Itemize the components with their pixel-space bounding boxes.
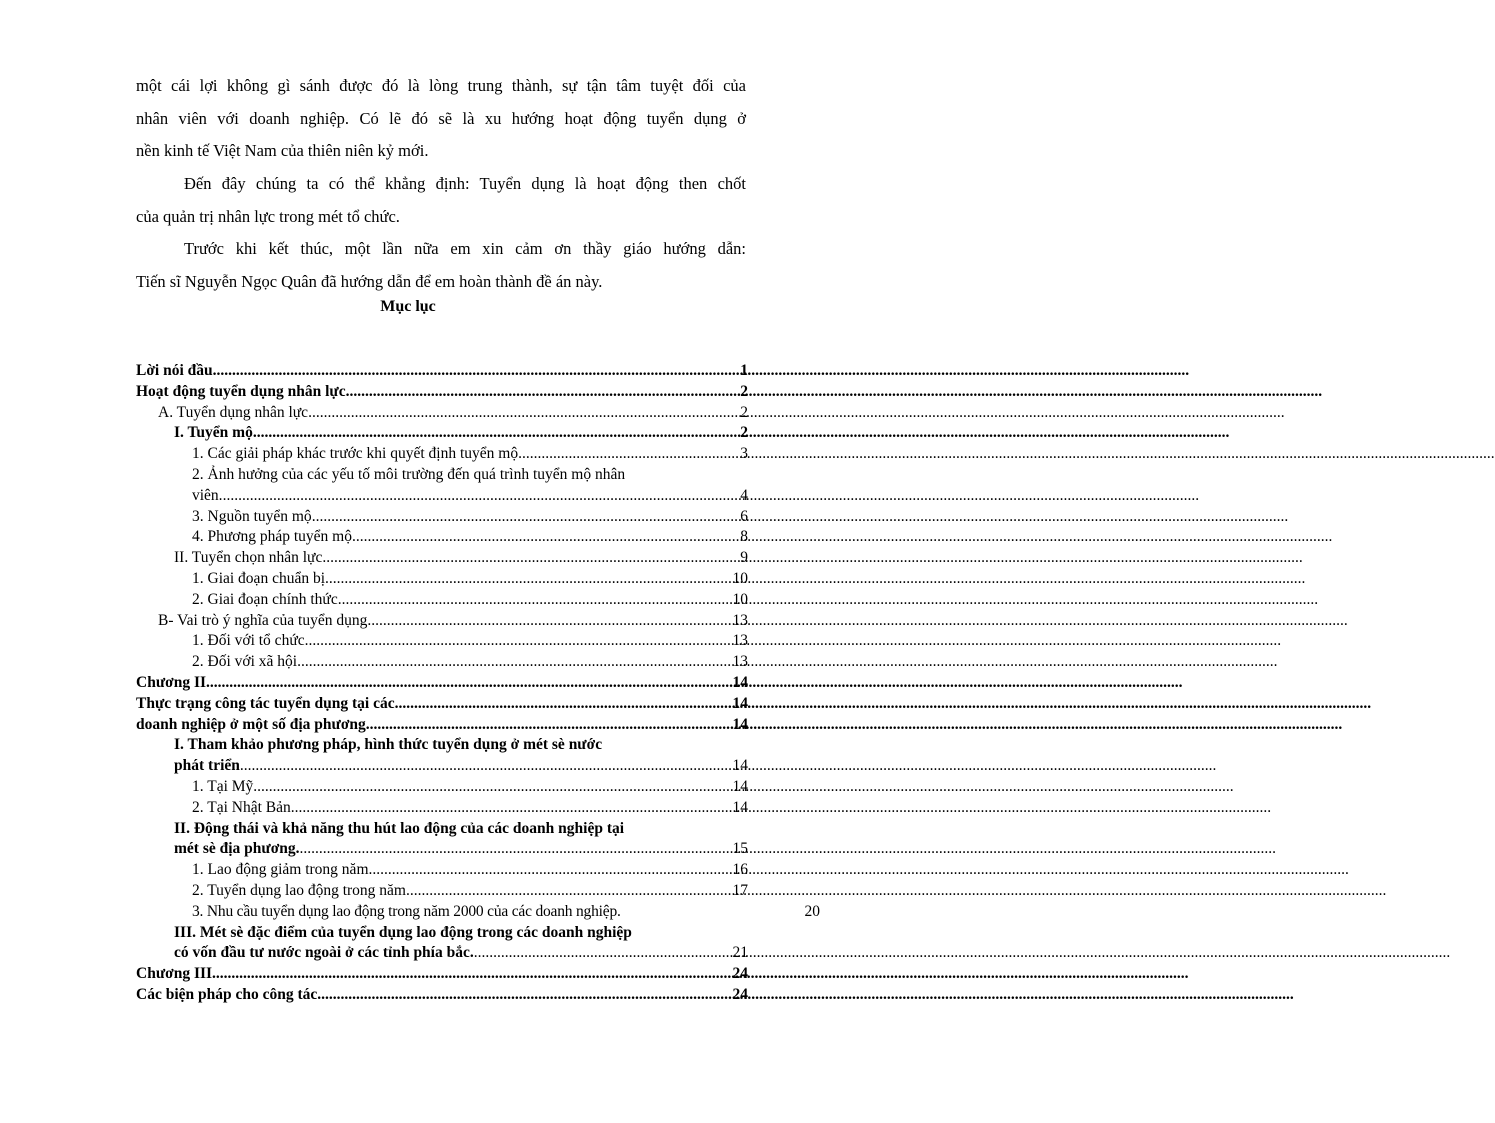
toc-entry-title: Hoạt động tuyển dụng nhân lực — [136, 382, 346, 400]
toc-entry[interactable] — [136, 964, 748, 985]
toc-entry[interactable] — [136, 527, 748, 548]
dot-leader — [253, 423, 740, 444]
dot-leader — [329, 569, 733, 590]
toc-entry-continued[interactable] — [136, 486, 748, 507]
toc-entry-title: A. Tuyển dụng nhân lực — [158, 403, 309, 421]
toc-entry[interactable] — [136, 361, 748, 382]
text-line: Đến đây chúng ta có thể khẳng định: Tuyển dụng là hoạt động then chốt — [184, 174, 746, 193]
toc-entry-page: 21 — [732, 944, 748, 962]
paragraph-closing-1 — [136, 70, 746, 168]
dot-leader — [212, 964, 732, 985]
toc-entry-continued[interactable] — [136, 839, 748, 860]
toc-entry[interactable] — [136, 444, 748, 465]
dot-leader — [395, 694, 733, 715]
toc-entry[interactable] — [136, 902, 820, 923]
dot-leader — [213, 361, 741, 382]
toc-entry-page: 13 — [732, 632, 748, 650]
toc-entry-page: 2 — [740, 403, 748, 421]
dot-leader — [223, 486, 741, 507]
dot-leader — [371, 611, 732, 632]
toc-entry-title: 3. Nhu cầu tuyển dụng lao động trong năm 2000 của các doanh nghiệp. — [192, 902, 621, 920]
toc-entry-title: 2. Đối với xã hội. — [192, 653, 301, 671]
toc-entry-title: Chương III — [136, 965, 213, 983]
dot-leader — [326, 548, 740, 569]
toc-entry-page: 17 — [732, 881, 748, 899]
toc-entry[interactable] — [136, 735, 748, 756]
toc-entry-page: 13 — [732, 611, 748, 629]
toc-entry[interactable] — [136, 548, 748, 569]
dot-leader — [410, 881, 733, 902]
dot-leader — [342, 590, 733, 611]
toc-entry-page: 20 — [804, 902, 820, 920]
toc-entry[interactable] — [136, 715, 748, 736]
toc-entry[interactable] — [136, 860, 748, 881]
toc-entry-page: 10 — [732, 590, 748, 608]
toc-entry-title: 1. Tại Mỹ. — [192, 777, 258, 795]
toc-entry-title: I. Tuyển mộ — [174, 424, 253, 442]
dot-leader — [317, 985, 732, 1006]
toc-entry-title: II. Tuyển chọn nhân lực. — [174, 549, 327, 567]
toc-entry[interactable] — [136, 611, 748, 632]
text-line: Tiến sĩ Nguyễn Ngọc Quân đã hướng dẫn để em hoàn thành đề án này. — [136, 271, 603, 291]
toc-entry-title: Các biện pháp cho công tác — [136, 985, 318, 1003]
toc-entry-title: 2. Tuyển dụng lao động trong năm. — [192, 881, 410, 899]
dot-leader — [295, 798, 733, 819]
text-line: nền kinh tế Việt Nam của thiên niên kỷ mới. — [136, 141, 429, 160]
toc-entry[interactable] — [136, 465, 748, 486]
toc-entry[interactable] — [136, 631, 748, 652]
dot-leader — [301, 652, 733, 673]
toc-entry[interactable] — [136, 694, 748, 715]
toc-entry[interactable] — [136, 819, 748, 840]
toc-entry-title: 3. Nguồn tuyển mộ — [192, 507, 312, 525]
dot-leader — [206, 673, 732, 694]
text-line: Trước khi kết thúc, một lần nữa em xin cảm ơn thầy giáo hướng dẫn: — [184, 239, 746, 258]
toc-entry[interactable] — [136, 777, 748, 798]
toc-entry-title: B- Vai trò ý nghĩa của tuyển dụng. — [158, 611, 372, 629]
toc-entry-title: 1. Lao động giảm trong năm. — [192, 861, 373, 879]
paragraph-conclusion — [136, 168, 746, 233]
text-line: nhân viên với doanh nghiệp. Có lẽ đó sẽ là xu hướng hoạt động tuyển dụng ở — [136, 108, 746, 128]
dot-leader — [372, 860, 732, 881]
toc-entry-title: 2. Tại Nhật Bản. — [192, 798, 295, 816]
toc-entry-title: Thực trạng công tác tuyển dụng tại các — [136, 694, 395, 712]
toc-entry-title: phát triển — [174, 757, 240, 775]
toc-entry-title: II. Động thái và khả năng thu hút lao động của các doanh nghiệp tại — [174, 819, 625, 837]
toc-entry-title: I. Tham khảo phương pháp, hình thức tuyển dụng ở mét sè nước — [174, 736, 603, 754]
dot-leader — [312, 507, 741, 528]
toc-entry-page: 24 — [732, 985, 748, 1003]
toc-entry-continued[interactable] — [136, 943, 748, 964]
dot-leader — [240, 756, 733, 777]
toc-entry-page: 14 — [732, 777, 748, 795]
toc-entry[interactable] — [136, 382, 748, 403]
toc-entry-title: doanh nghiệp ở một số địa phương — [136, 715, 366, 733]
dot-leader — [474, 943, 733, 964]
dot-leader — [356, 527, 740, 548]
toc-entry-title: 1. Các giải pháp khác trước khi quyết định tuyển mộ — [192, 445, 519, 463]
toc-entry-title: 4. Phương pháp tuyển mộ. — [192, 528, 356, 546]
toc-entry-title: III. Mét sè đặc điểm của tuyển dụng lao động trong các doanh nghiệp — [174, 923, 632, 941]
toc-entry-title: mét sè địa phương. — [174, 840, 300, 858]
toc-entry-page: 14 — [732, 673, 748, 691]
toc-entry-page: 14 — [732, 798, 748, 816]
toc-entry[interactable] — [136, 507, 748, 528]
dot-leader — [346, 382, 741, 403]
toc-entry-page: 4 — [740, 486, 748, 504]
toc-entry-title: 1. Đối với tổ chức — [192, 632, 305, 650]
paragraph-thanks — [136, 233, 746, 298]
dot-leader — [257, 777, 732, 798]
toc-entry-page: 2 — [740, 382, 748, 400]
toc-entry-title: viên. — [192, 486, 223, 504]
toc-entry-page: 2 — [740, 424, 748, 442]
toc-entry-page: 1 — [740, 362, 748, 379]
dot-leader — [305, 631, 733, 652]
text-line: một cái lợi không gì sánh được đó là lòng trung thành, sự tận tâm tuyệt đối của — [136, 76, 746, 95]
toc-entry-page: 3 — [740, 445, 748, 463]
dot-leader — [366, 715, 733, 736]
toc-entry[interactable] — [136, 881, 748, 902]
toc-entry-title: có vốn đầu tư nước ngoài ở các tỉnh phía bắc. — [174, 944, 474, 962]
toc-entry[interactable] — [136, 569, 748, 590]
toc-entry-page: 14 — [732, 757, 748, 775]
text-line: của quản trị nhân lực trong mét tổ chức. — [136, 206, 400, 226]
toc-entry[interactable] — [136, 423, 748, 444]
toc-entry-page: 13 — [732, 653, 748, 671]
toc-entry-page: 6 — [740, 507, 748, 525]
table-of-contents — [136, 361, 820, 1006]
toc-entry[interactable] — [136, 673, 748, 694]
toc-entry-page: 14 — [732, 694, 748, 712]
toc-entry-continued[interactable] — [136, 756, 748, 777]
toc-entry-page: 10 — [732, 569, 748, 587]
dot-leader — [308, 403, 740, 424]
toc-entry-title: 1. Giai đoạn chuẩn bị. — [192, 569, 329, 587]
toc-entry[interactable] — [136, 985, 748, 1006]
dot-leader — [518, 444, 740, 465]
toc-entry-page: 15 — [732, 840, 748, 858]
toc-entry-page: 9 — [740, 549, 748, 567]
toc-entry[interactable] — [136, 923, 748, 944]
toc-entry-page: 24 — [732, 965, 748, 983]
toc-entry[interactable] — [136, 403, 748, 424]
toc-entry-title: Lời nói đầu — [136, 362, 213, 379]
toc-heading: Mục lục — [380, 298, 436, 315]
toc-entry-title: 2. Giai đoạn chính thức. — [192, 590, 342, 608]
toc-entry-page: 8 — [740, 528, 748, 546]
toc-entry-page: 14 — [732, 715, 748, 733]
toc-entry-title: Chương II — [136, 673, 207, 691]
dot-leader — [300, 839, 733, 860]
toc-entry-page: 16 — [732, 861, 748, 879]
toc-entry[interactable] — [136, 652, 748, 673]
toc-entry-title: 2. Ảnh hưởng của các yếu tố môi trường đến quá trình tuyển mộ nhân — [192, 465, 626, 483]
toc-entry[interactable] — [136, 590, 748, 611]
toc-entry[interactable] — [136, 798, 748, 819]
